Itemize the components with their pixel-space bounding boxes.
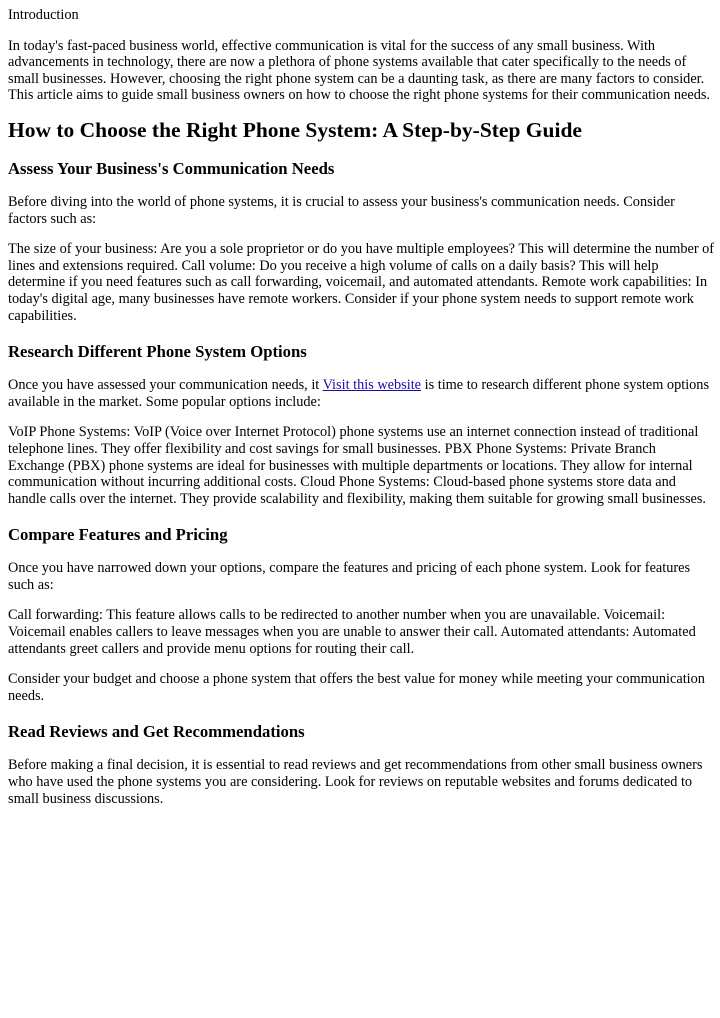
- section-reviews: [8, 722, 715, 807]
- section-heading: Assess Your Business's Communication Needs: [8, 158, 335, 178]
- intro-label: Introduction: [8, 7, 79, 23]
- section-paragraph: Before making a final decision, it is essential to read reviews and get recommendations from other small business owners who have used the phone systems you are considering. Look for reviews on reputable websites and forums dedicated to small business discussions.: [8, 757, 703, 807]
- section-compare-features: [8, 525, 715, 704]
- paragraph-text: is time to research different phone system options available in the market. Some popular options include:: [8, 377, 710, 410]
- section-heading: Read Reviews and Get Recommendations: [8, 722, 305, 742]
- section-assess-needs: [8, 159, 715, 324]
- section-paragraph: VoIP Phone Systems: VoIP (Voice over Internet Protocol) phone systems use an internet connection instead of traditional telephone lines. They offer flexibility and cost savings for small businesses. PBX Phone Systems: Private Branch Exchange (PBX) phone systems are ideal for businesses with multiple departments or locations. They allow for internal communication without incurring additional costs. Cloud Phone Systems: Cloud-based phone systems store data and handle calls over the internet. They provide scalability and flexibility, making them suitable for growing small businesses.: [8, 424, 706, 507]
- section-heading: Research Different Phone System Options: [8, 342, 307, 362]
- section-research-options: [8, 342, 715, 507]
- section-paragraph: Consider your budget and choose a phone system that offers the best value for money while meeting your communication needs.: [8, 671, 705, 704]
- main-title: How to Choose the Right Phone System: A Step-by-Step Guide: [8, 117, 582, 142]
- section-paragraph: [8, 377, 715, 410]
- section-paragraph: Before diving into the world of phone systems, it is crucial to assess your business's communication needs. Consider factors such as:: [8, 193, 675, 227]
- section-paragraph: Call forwarding: This feature allows calls to be redirected to another number when you are unavailable. Voicemail: Voicemail enables callers to leave messages when you are unable to answer their call. Automated attendants: Automated attendants greet callers and provide menu options for routing their call.: [8, 607, 696, 657]
- section-paragraph: Once you have narrowed down your options, compare the features and pricing of each phone system. Look for features such as:: [8, 560, 691, 593]
- paragraph-text: Once you have assessed your communication needs, it: [8, 377, 323, 394]
- intro-paragraph: In today's fast-paced business world, effective communication is vital for the success of any small business. With advancements in technology, there are now a plethora of phone systems available that cater specifically to the needs of small businesses. However, choosing the right phone system can be a daunting task, as there are many factors to consider. This article aims to guide small business owners on how to choose the right phone systems for their communication needs.: [8, 37, 711, 104]
- section-paragraph: The size of your business: Are you a sole proprietor or do you have multiple employees? This will determine the number of lines and extensions required. Call volume: Do you receive a high volume of calls on a daily basis? This will help determine if you need features such as call forwarding, voicemail, and automated attendants. Remote work capabilities: In today's digital age, many businesses have remote workers. Consider if your phone system needs to support remote work capabilities.: [8, 241, 715, 324]
- section-heading: Compare Features and Pricing: [8, 525, 228, 545]
- visit-website-link[interactable]: Visit this website: [322, 377, 422, 394]
